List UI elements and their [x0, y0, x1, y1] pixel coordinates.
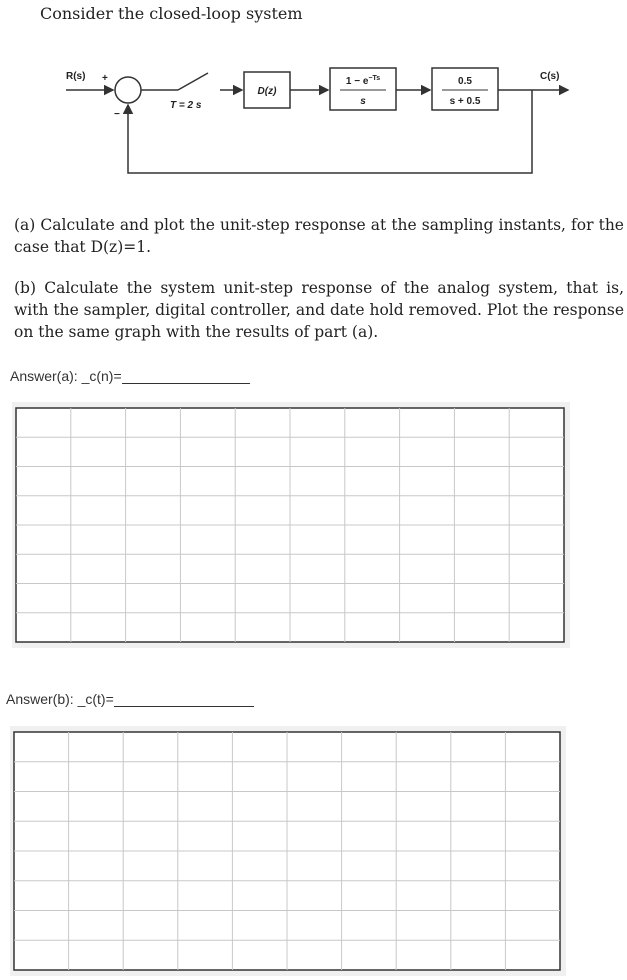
answer-a [10, 368, 250, 384]
hold-num-exponent: −Ts [368, 75, 381, 82]
question-a: (a) Calculate and plot the unit-step response at the sampling instants, for the case that D(z)=1. [14, 216, 624, 256]
hold-denominator: s [360, 96, 366, 107]
intro-text: Consider the closed-loop system [40, 4, 303, 23]
summing-junction [115, 77, 141, 103]
minus-sign: − [114, 109, 120, 120]
answer-a-graph-grid[interactable] [12, 402, 570, 648]
question-b: (b) Calculate the system unit-step response of the analog system, that is, with the sampler, digital controller, and date hold removed. Plot the response on the same graph with the results of part (a). [14, 279, 624, 341]
answer-b-blank[interactable] [114, 693, 254, 707]
block-diagram [60, 55, 580, 185]
plant-numerator: 0.5 [458, 76, 472, 87]
hold-numerator [346, 75, 380, 87]
answer-b-graph-grid[interactable] [10, 726, 566, 976]
sampling-label: T = 2 s [170, 100, 202, 111]
sampler-switch [178, 73, 208, 90]
plant-denominator: s + 0.5 [449, 96, 481, 107]
answer-a-label: Answer(a): _c(n)= [10, 368, 122, 384]
answer-a-blank[interactable] [122, 370, 250, 384]
input-label: R(s) [66, 71, 86, 82]
answer-b [6, 691, 254, 707]
answer-b-label: Answer(b): _c(t)= [6, 691, 114, 707]
controller-label: D(z) [257, 86, 277, 97]
output-label: C(s) [540, 71, 560, 82]
plus-sign: + [102, 73, 108, 84]
hold-num-base: 1 − e [345, 76, 369, 87]
